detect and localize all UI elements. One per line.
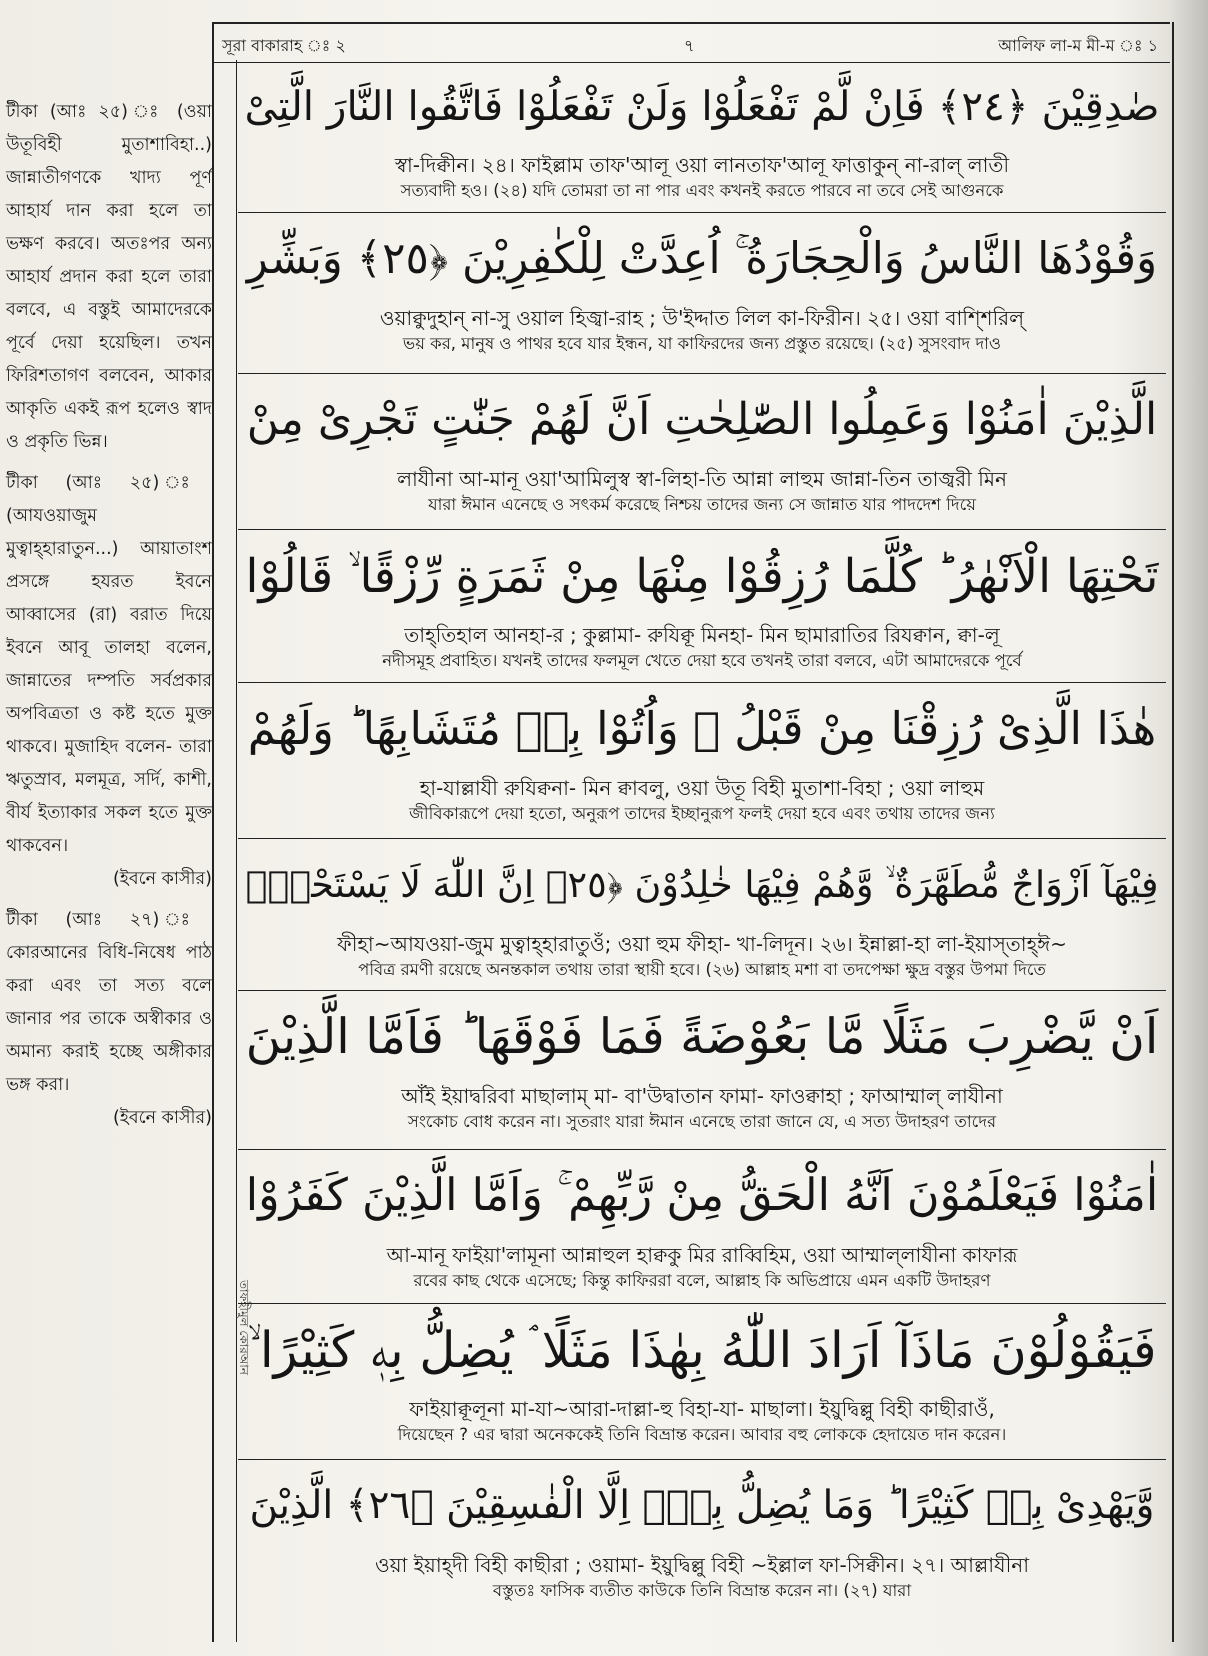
commentary-note-text: টীকা (আঃ ২৫) ঃ (আযওয়াজুম মুত্বাহ্‌হারাতুন...) আয়াতাংশ প্রসঙ্গে হযরত ইবনে আব্বাসের (রা) বরাত দিয়ে ইবনে আবূ তালহা বলেন, জান্নাতের দম্পতি সর্বপ্রকার অপবিত্রতা ও কষ্ট হতে মুক্ত থাকবে। মুজাহিদ বলেন- তারা ঋতুস্রাব, মলমূত্র, সর্দি, কাশী, বীর্য ইত্যাকার সকল হতে মুক্ত থাকবেন।	[6, 473, 212, 856]
verse-row-10	[238, 1460, 1166, 1640]
commentary-note-1	[6, 96, 212, 459]
transliteration: ওয়া ইয়াহ্‌দী বিহী কাছীরা ; ওয়ামা- ইয়ুদ্বিল্লু বিহী ~ইল্লাল ফা-সিক্বীন। ২৭। আল্লাযীনা	[374, 1553, 1030, 1577]
bengali-meaning: ভয় কর, মানুষ ও পাথর হবে যার ইন্ধন, যা কাফিরদের জন্য প্রস্তুত রয়েছে। (২৫) সুসংবাদ দাও	[402, 334, 1002, 353]
transliteration: ফাইয়াক্বূলূনা মা-যা~আরা-দাল্লা-হু বিহা-যা- মাছালা। ইয়ুদ্বিল্লু বিহী কাছীরাওঁ,	[409, 1397, 995, 1421]
commentary-note-3	[6, 904, 212, 1135]
transliteration: ওয়াক্বুদুহান্ না-সু ওয়াল হিজ্বা-রাহ ; উ'ইদ্দাত লিল কা-ফিরীন। ২৫। ওয়া বাশ্শিরিল্	[379, 306, 1025, 330]
verse-row-8	[238, 1150, 1166, 1304]
verse-row-3	[238, 374, 1166, 530]
commentary-source: (ইবনে কাসীর)	[112, 1108, 212, 1128]
bengali-meaning: বস্তুতঃ ফাসিক ব্যতীত কাউকে তিনি বিভ্রান্ত করেন না। (২৭) যারা	[492, 1581, 912, 1600]
commentary-note-text: টীকা (আঃ ২৫) ঃ (ওয়া উতূবিহী মুতাশাবিহা..) জান্নাতীগণকে খাদ্য পূর্ণ আহার্য দান করা হলে তা ভক্ষণ করবে। অতঃপর অন্য আহার্য প্রদান করা হলে তারা বলবে, এ বস্তুই আমাদেরকে পূর্বে দেয়া হয়েছিল। তখন ফিরিশতাগণ বলবেন, আকার আকৃতি একই রূপ হলেও স্বাদ ও প্রকৃতি ভিন্ন।	[6, 102, 212, 452]
verse-row-5	[238, 683, 1166, 839]
page-number: ৭	[684, 36, 695, 55]
arabic-text: هٰذَا الَّذِىْ رُزِقْنَا مِنْ قَبْلُ ۙ وَاُتُوْا بِهٖ مُتَشَابِهًا ؕ وَلَهُمْ	[247, 702, 1157, 755]
commentary-sidebar	[6, 96, 212, 1143]
arabic-text: الَّذِيْنَ اٰمَنُوْا وَعَمِلُوا الصّٰلِحٰتِ اَنَّ لَهُمْ جَنّٰتٍ تَجْرِىْ مِنْ	[246, 394, 1158, 445]
surah-name: সূরা বাকারাহ ঃ ২	[222, 36, 346, 55]
bengali-meaning: যারা ঈমান এনেছে ও সৎকর্ম করেছে নিশ্চয় তাদের জন্য সে জান্নাত যার পাদদেশ দিয়ে	[428, 495, 976, 514]
arabic-text: صٰدِقِيْنَ ﴿٢٤﴾ فَاِنْ لَّمْ تَفْعَلُوْا وَلَنْ تَفْعَلُوْا فَاتَّقُوا النَّارَ الَّتِىْ	[244, 82, 1160, 130]
arabic-text: وَقُوْدُهَا النَّاسُ وَالْحِجَارَةُ ۚ اُعِدَّتْ لِلْكٰفِرِيْنَ ﴿٢٥﴾ وَبَشِّرِ	[246, 234, 1158, 284]
page-edge-shadow	[1168, 0, 1208, 1656]
verse-row-9	[238, 1304, 1166, 1460]
bengali-meaning: দিয়েছেন ? এর দ্বারা অনেককেই তিনি বিভ্রান্ত করেন। আবার বহু লোককে হেদায়েত দান করেন।	[397, 1425, 1007, 1444]
commentary-note-2	[6, 467, 212, 896]
arabic-text: اَنْ يَّضْرِبَ مَثَلًا مَّا بَعُوْضَةً فَمَا فَوْقَهَا ؕ فَاَمَّا الَّذِيْنَ	[245, 1009, 1159, 1065]
transliteration: স্বা-দিক্বীন। ২৪। ফাইল্লাম তাফ'আলূ ওয়া লানতাফ'আলূ ফাত্তাকুন্ না-রাল্ লাতী	[394, 153, 1010, 177]
bengali-meaning: জীবিকারূপে দেয়া হতো, অনুরূপ তাদের ইচ্ছানুরূপ ফলই দেয়া হবে এবং তথায় তাদের জন্য	[409, 804, 995, 823]
commentary-note-text: টীকা (আঃ ২৭) ঃ কোরআনের বিধি-নিষেধ পাঠ করা এবং তা সত্য বলে জানার পর তাকে অস্বীকার ও অমান্য করাই হচ্ছে অঙ্গীকার ভঙ্গ করা।	[6, 910, 212, 1095]
arabic-text: وَّيَهْدِىْ بِهٖ كَثِيْرًا ؕ وَمَا يُضِلُّ بِهٖٓ اِلَّا الْفٰسِقِيْنَ ﴿٢٦﴾ الَّذِيْنَ	[249, 1483, 1155, 1528]
bengali-meaning: সত্যবাদী হও। (২৪) যদি তোমরা তা না পার এবং কখনই করতে পারবে না তবে সেই আগুনকে	[400, 181, 1004, 200]
verse-row-1	[238, 60, 1166, 213]
arabic-text: اٰمَنُوْا فَيَعْلَمُوْنَ اَنَّهُ الْحَقُّ مِنْ رَّبِّهِمْ ۚ وَاَمَّا الَّذِيْنَ كَفَرُوْا	[245, 1170, 1159, 1221]
transliteration: তাহ্‌তিহাল আনহা-র ; কুল্লামা- রুযিক্বূ মিনহা- মিন ছামারাতির রিযক্বান, ক্বা-লূ	[404, 623, 1000, 647]
transliteration: লাযীনা আ-মানূ ওয়া'আমিলুস্ব স্বা-লিহা-তি আন্না লাহুম জান্না-তিন তাজ্বরী মিন	[397, 467, 1007, 491]
transliteration: ফীহা~আযওয়া-জুম মুত্বাহ্‌হারাতুওঁ; ওয়া হুম ফীহা- খা-লিদূন। ২৬। ইন্নাল্লা-হা লা-ইয়াস্‌তাহ্‌ঈ~	[337, 932, 1067, 956]
verse-row-2	[238, 213, 1166, 374]
page-header	[212, 22, 1170, 63]
bengali-meaning: পবিত্র রমণী রয়েছে অনন্তকাল তথায় তারা স্থায়ী হবে। (২৬) আল্লাহ মশা বা তদপেক্ষা ক্ষুদ্র বস্তুর উপমা দিতে	[358, 960, 1046, 979]
verse-row-4	[238, 530, 1166, 683]
bengali-meaning: নদীসমূহ প্রবাহিত। যখনই তাদের ফলমূল খেতে দেয়া হবে তখনই তারা বলবে, এটা আমাদেরকে পূর্বে	[382, 651, 1022, 670]
bengali-meaning: রবের কাছ থেকে এসেছে; কিন্তু কাফিররা বলে, আল্লাহ কি অভিপ্রায়ে এমন একটি উদাহরণ	[413, 1271, 991, 1290]
transliteration: আঁই ইয়াদ্বরিবা মাছালাম্ মা- বা'উদ্বাতান ফামা- ফাওক্বাহা ; ফাআম্মাল্ লাযীনা	[401, 1084, 1003, 1108]
arabic-text: فَيَقُوْلُوْنَ مَاذَآ اَرَادَ اللّٰهُ بِهٰذَا مَثَلًا ۘ يُضِلُّ بِهٖ كَثِيْرًا ۙ	[247, 1321, 1157, 1379]
commentary-source: (ইবনে কাসীর)	[112, 869, 212, 889]
transliteration: হা-যাল্লাযী রুযিক্বনা- মিন ক্বাবলু, ওয়া উতূ বিহী মুতাশা-বিহা ; ওয়া লাহুম	[419, 776, 985, 800]
para-name: আলিফ লা-ম মী-ম ঃ ১	[998, 36, 1158, 55]
arabic-text: تَحْتِهَا الْاَنْهٰرُ ؕ كُلَّمَا رُزِقُوْا مِنْهَا مِنْ ثَمَرَةٍ رِّزْقًا ۙ قَالُوْا	[245, 549, 1159, 603]
bengali-meaning: সংকোচ বোধ করেন না। সুতরাং যারা ঈমান এনেছে তারা জানে যে, এ সত্য উদাহরণ তাদের	[407, 1112, 997, 1131]
arabic-text: فِيْهَآ اَزْوَاجٌ مُّطَهَّرَةٌ ۙ وَّهُمْ فِيْهَا خٰلِدُوْنَ ﴿٢٥﴾ اِنَّ اللّٰهَ لَا يَسْتَحْىٖٓ	[245, 863, 1159, 906]
verse-row-6	[238, 839, 1166, 991]
side-book-label: তাফহীমুল কোরআন	[237, 1280, 251, 1375]
transliteration: আ-মানূ ফাইয়া'লামূনা আন্নাহুল হাক্বকু মির রাব্বিহিম, ওয়া আম্মাল্‌লাযীনা কাফারূ	[386, 1243, 1018, 1267]
verse-row-7	[238, 991, 1166, 1150]
